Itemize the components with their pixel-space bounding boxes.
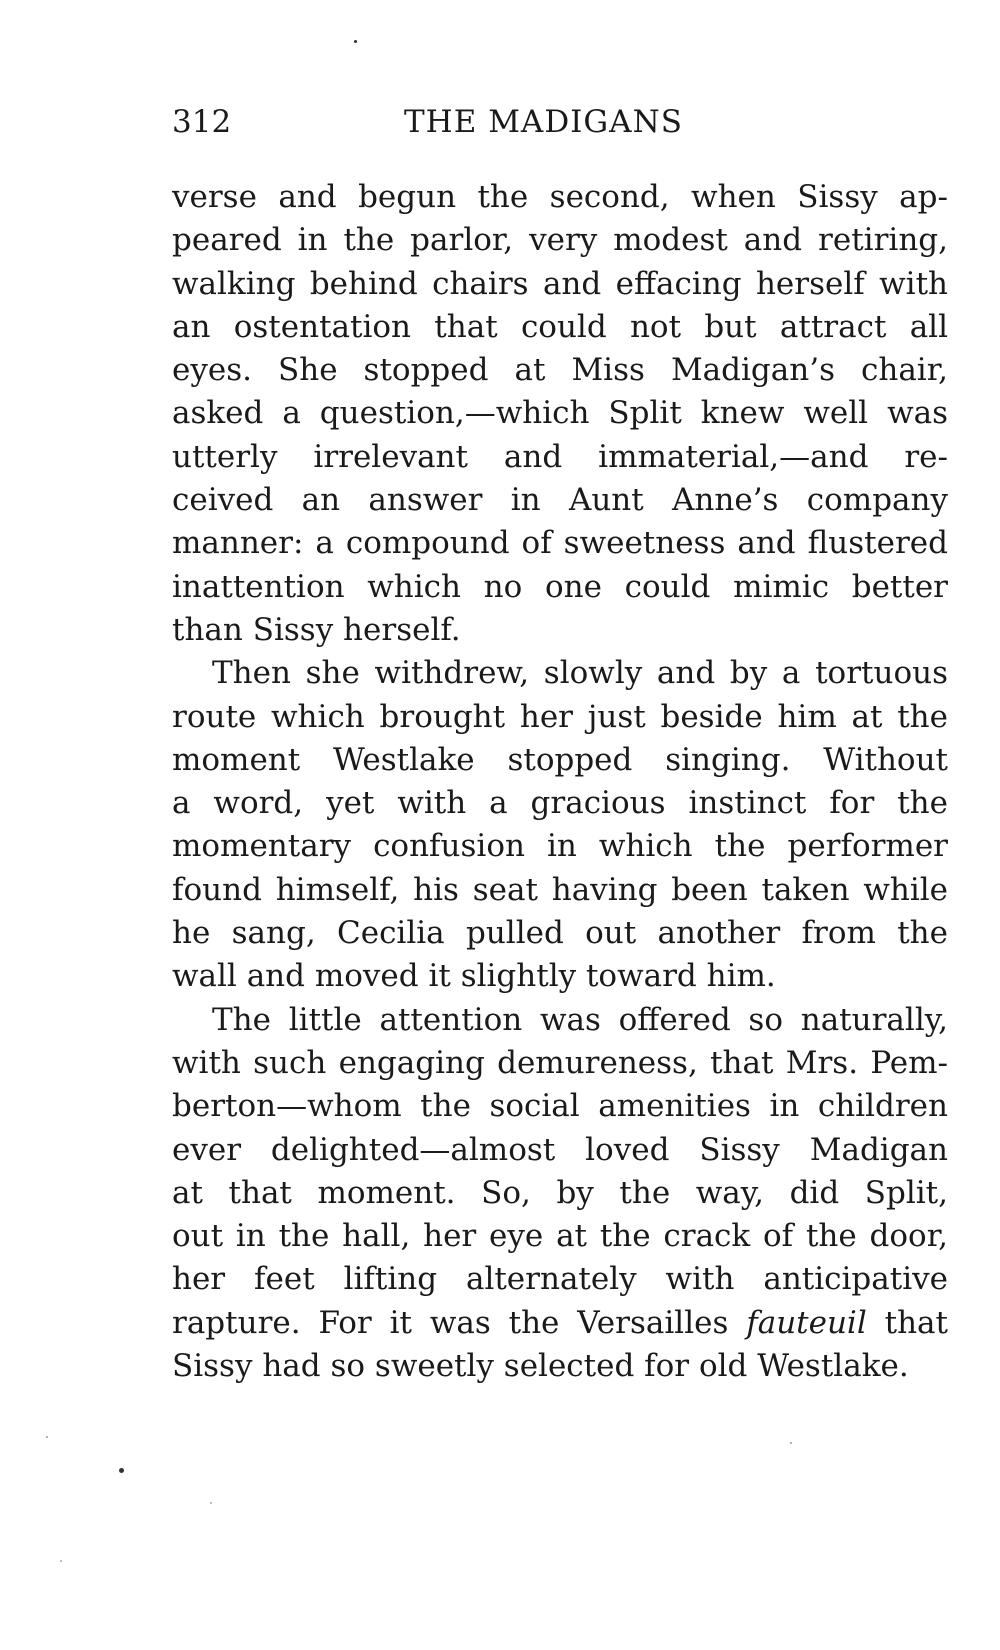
text-line: asked a question,—which Split knew well was xyxy=(172,395,948,432)
scan-speck xyxy=(119,1468,124,1473)
scan-speck xyxy=(790,1442,792,1444)
text-line: with such engaging demureness, that Mrs. Pem- xyxy=(172,1044,948,1081)
scan-speck xyxy=(46,1436,48,1438)
text-line: he sang, Cecilia pulled out another from the xyxy=(172,915,948,952)
body-text xyxy=(172,176,948,1388)
text-line: ever delighted—almost loved Sissy Madigan xyxy=(172,1131,948,1168)
text-line: ceived an answer in Aunt Anne’s company xyxy=(172,482,948,519)
text-line: utterly irrelevant and immaterial,—and re- xyxy=(172,438,948,475)
text-line: found himself, his seat having been taken while xyxy=(172,871,948,908)
italic-word: fauteuil xyxy=(746,1304,867,1341)
scan-speck xyxy=(210,1502,212,1504)
text-line: walking behind chairs and effacing herself with xyxy=(172,265,948,302)
text-line: out in the hall, her eye at the crack of the door, xyxy=(172,1218,948,1255)
scan-speck xyxy=(354,40,357,43)
page-number: 312 xyxy=(172,104,232,140)
text-line: her feet lifting alternately with anticipative xyxy=(172,1261,948,1298)
text-line: peared in the parlor, very modest and retiring, xyxy=(172,222,948,259)
text-line: a word, yet with a gracious instinct for the xyxy=(172,785,948,822)
text-line: an ostentation that could not but attract all xyxy=(172,308,948,345)
running-head xyxy=(172,100,732,144)
text-line: route which brought her just beside him at the xyxy=(172,698,948,735)
text-fragment: rapture. For it was the Versailles xyxy=(172,1304,729,1341)
text-line: The little attention was offered so naturally, xyxy=(212,1001,948,1038)
text-line: wall and moved it slightly toward him. xyxy=(172,958,776,995)
text-line: eyes. She stopped at Miss Madigan’s chair, xyxy=(172,352,948,389)
text-fragment: that xyxy=(866,1304,948,1341)
text-line: inattention which no one could mimic better xyxy=(172,568,948,605)
text-line: Then she withdrew, slowly and by a tortuous xyxy=(212,655,948,692)
text-line: moment Westlake stopped singing. Without xyxy=(172,741,948,778)
text-line: berton—whom the social amenities in children xyxy=(172,1088,948,1125)
text-line: manner: a compound of sweetness and flustered xyxy=(172,525,948,562)
text-line: momentary confusion in which the performer xyxy=(172,828,948,865)
book-title: THE MADIGANS xyxy=(404,104,683,140)
text-line: Sissy had so sweetly selected for old Westlake. xyxy=(172,1348,909,1385)
scan-speck xyxy=(60,1560,62,1562)
text-line: verse and begun the second, when Sissy ap- xyxy=(172,179,948,215)
text-line-with-italic xyxy=(172,1302,948,1345)
text-line: than Sissy herself. xyxy=(172,611,461,648)
text-line: at that moment. So, by the way, did Split, xyxy=(172,1174,948,1211)
